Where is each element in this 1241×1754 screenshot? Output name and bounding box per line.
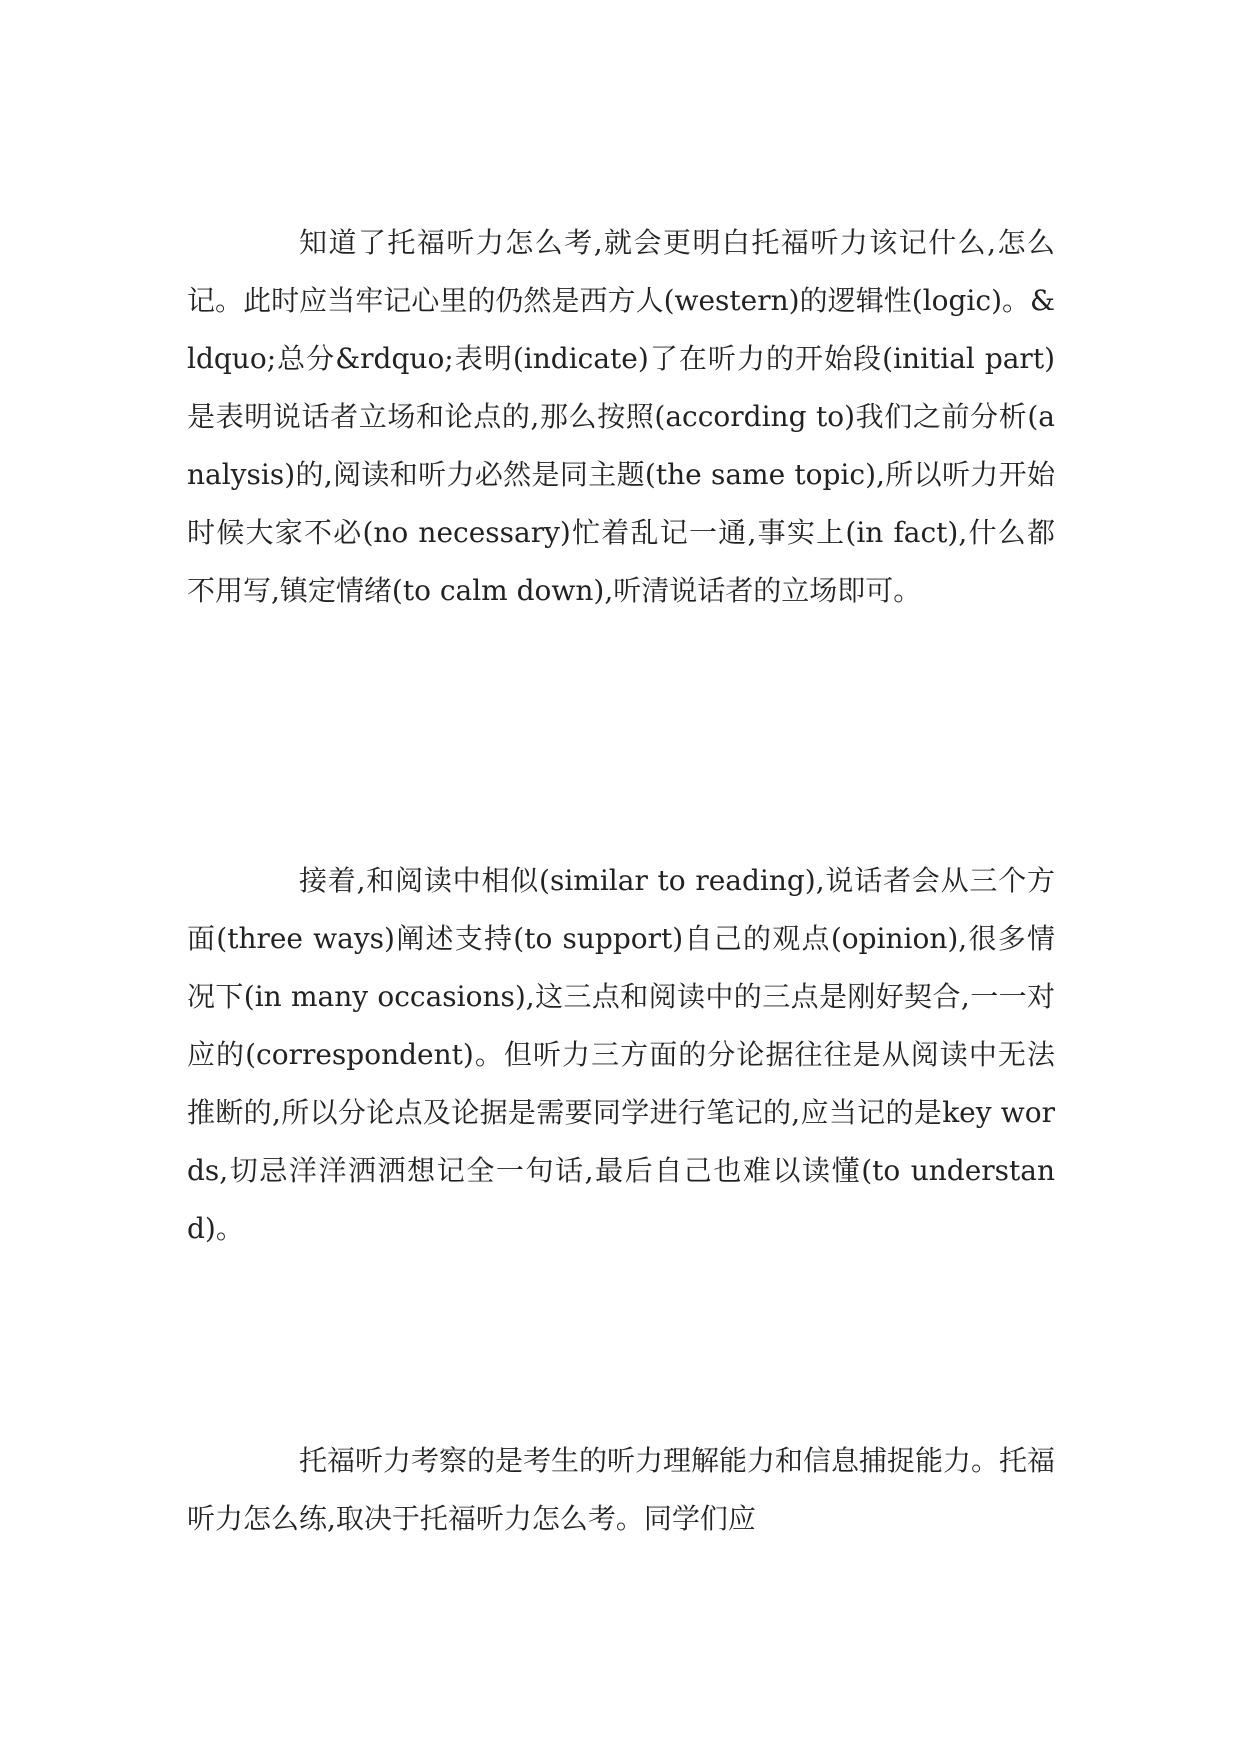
body-paragraph: 托福听力考察的是考生的听力理解能力和信息捕捉能力。托福听力怎么练,取决于托福听力怎么考。同学们应 bbox=[187, 1444, 1056, 1535]
body-paragraph: 知道了托福听力怎么考,就会更明白托福听力该记什么,怎么记。此时应当牢记心里的仍然是西方人(western)的逻辑性(logic)。&ldquo;总分&rdquo;表明(indicate)了在听力的开始段(initial part)是表明说话者立场和论点的,那么按照(according to)我们之前分析(analysis)的,阅读和听力必然是同主题(the same topic),所以听力开始时候大家不必(no necessary)忙着乱记一通,事实上(in fact),什么都不用写,镇定情绪(to calm down),听清说话者的立场即可。 bbox=[187, 226, 1055, 607]
body-paragraph: 接着,和阅读中相似(similar to reading),说话者会从三个方面(three ways)阐述支持(to support)自己的观点(opinion),很多情况下(in many occasions),这三点和阅读中的三点是刚好契合,一一对应的(correspondent)。但听力三方面的分论据往往是从阅读中无法推断的,所以分论点及论据是需要同学进行笔记的,应当记的是key words,切忌洋洋洒洒想记全一句话,最后自己也难以读懂(to understand)。 bbox=[187, 864, 1055, 1245]
